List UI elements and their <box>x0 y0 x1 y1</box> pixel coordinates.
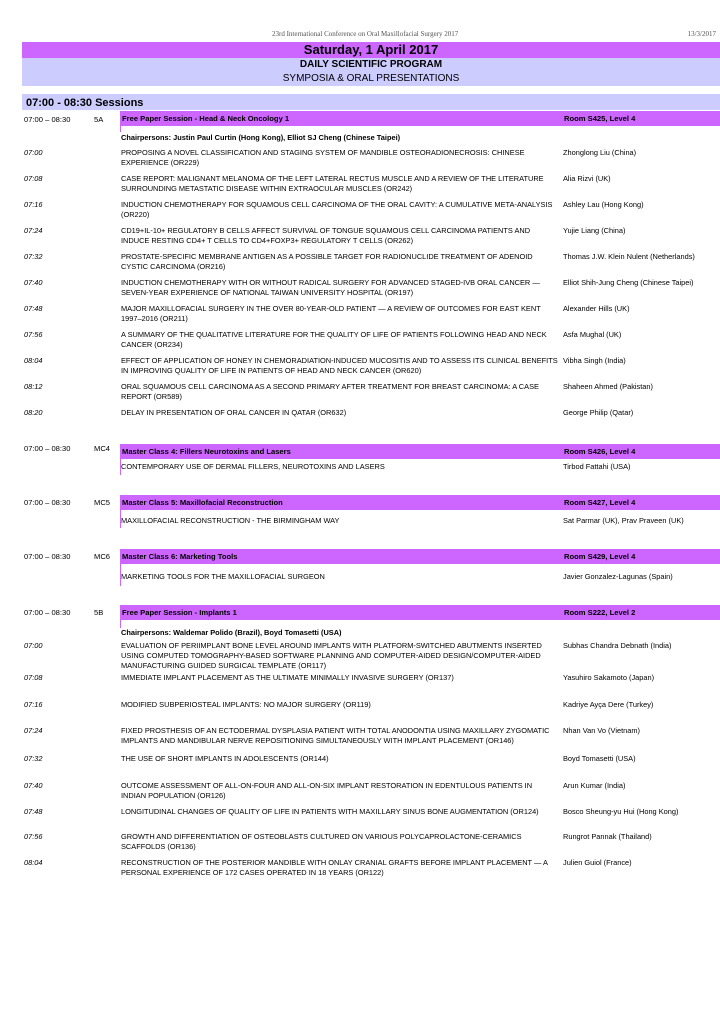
presentation-title: MAXILLOFACIAL RECONSTRUCTION - THE BIRMINGHAM WAY <box>121 516 340 525</box>
presentation-time: 07:40 <box>24 278 43 287</box>
presentation-title: ORAL SQUAMOUS CELL CARCINOMA AS A SECOND PRIMARY AFTER TREATMENT FOR BREAST CARCINOMA: A CASE REPORT (OR589) <box>121 382 539 402</box>
presentation-time: 07:48 <box>24 807 43 816</box>
presentation-time: 07:24 <box>24 226 43 235</box>
presentation-title: RECONSTRUCTION OF THE POSTERIOR MANDIBLE WITH ONLAY CRANIAL GRAFTS BEFORE IMPLANT PLACEMENT — A PERSONAL EXPERIENCE OF 172 CASES OPERATED IN 18 YEARS (OR122) <box>121 858 548 878</box>
presentation-title: CONTEMPORARY USE OF DERMAL FILLERS, NEUROTOXINS AND LASERS <box>121 462 385 471</box>
session-time: 07:00 – 08:30 <box>24 608 71 617</box>
presenter: Rungrot Pannak (Thailand) <box>563 832 652 841</box>
session-title: Master Class 4: Fillers Neurotoxins and Lasers <box>122 447 291 456</box>
presenter: George Philip (Qatar) <box>563 408 634 417</box>
presentation-title: FIXED PROSTHESIS OF AN ECTODERMAL DYSPLASIA PATIENT WITH TOTAL ANODONTIA USING MAXILLARY ZYGOMATIC IMPLANTS AND MANDIBULAR NERVE REPOSITIONING SIMULTANEOUSLY WITH IMPLANT PLACEMENT (OR146) <box>121 726 550 746</box>
presenter: Julien Guiol (France) <box>563 858 632 867</box>
presentation-title: MARKETING TOOLS FOR THE MAXILLOFACIAL SURGEON <box>121 572 325 581</box>
presenter: Shaheen Ahmed (Pakistan) <box>563 382 653 391</box>
presentation-time: 07:00 <box>24 641 43 650</box>
session-title: Free Paper Session - Implants 1 <box>122 608 237 617</box>
presenter: Tirbod Fattahi (USA) <box>563 462 631 471</box>
presenter: Zhonglong Liu (China) <box>563 148 637 157</box>
presentation-time: 08:04 <box>24 858 43 867</box>
presentation-title: A SUMMARY OF THE QUALITATIVE LITERATURE FOR THE QUALITY OF LIFE OF PATIENTS FOLLOWING HEAD AND NECK CANCER (OR234) <box>121 330 547 350</box>
presentation-title: THE USE OF SHORT IMPLANTS IN ADOLESCENTS (OR144) <box>121 754 329 763</box>
presentation-time: 07:32 <box>24 754 43 763</box>
presentation-time: 07:24 <box>24 726 43 735</box>
presentation-title: LONGITUDINAL CHANGES OF QUALITY OF LIFE IN PATIENTS WITH MAXILLARY SINUS BONE AUGMENTATION (OR124) <box>121 807 539 816</box>
session-title-bar <box>120 111 720 126</box>
conference-name: 23rd International Conference on Oral Maxillofacial Surgery 2017 <box>272 30 459 38</box>
slot-heading: 07:00 - 08:30 Sessions <box>22 94 720 110</box>
session-title-bar <box>120 495 720 510</box>
session-chairs: Chairpersons: Waldemar Polido (Brazil), Boyd Tomasetti (USA) <box>121 628 342 637</box>
session-room: Room S427, Level 4 <box>564 498 636 507</box>
presenter: Alexander Hills (UK) <box>563 304 630 313</box>
presentation-time: 07:08 <box>24 174 43 183</box>
presentation-title: MODIFIED SUBPERIOSTEAL IMPLANTS: NO MAJOR SURGERY (OR119) <box>121 700 371 709</box>
session-code: MC6 <box>94 552 111 561</box>
day-title: Saturday, 1 April 2017 <box>22 42 720 58</box>
presentation-time: 07:40 <box>24 781 43 790</box>
presentation-title: PROSTATE-SPECIFIC MEMBRANE ANTIGEN AS A POSSIBLE TARGET FOR RADIONUCLIDE TREATMENT OF ADENOID CYSTIC CARCINOMA (OR216) <box>121 252 533 272</box>
presentation-title: CD19+IL-10+ REGULATORY B CELLS AFFECT SURVIVAL OF TONGUE SQUAMOUS CELL CARCINOMA PATIENTS AND INDUCE RESTING CD4+ T CELLS TO CD4+FOXP3+ REGULATORY T CELLS (OR262) <box>121 226 531 246</box>
presenter: Asfa Mughal (UK) <box>563 330 622 339</box>
presentation-time: 08:20 <box>24 408 43 417</box>
presentation-title: DELAY IN PRESENTATION OF ORAL CANCER IN QATAR (OR632) <box>121 408 347 417</box>
presenter: Kadriye Ayça Dere (Turkey) <box>563 700 654 709</box>
session-room: Room S222, Level 2 <box>564 608 636 617</box>
presenter: Elliot Shih-Jung Cheng (Chinese Taipei) <box>563 278 694 287</box>
session-chairs: Chairpersons: Justin Paul Curtin (Hong Kong), Elliot SJ Cheng (Chinese Taipei) <box>121 133 401 142</box>
program-title: DAILY SCIENTIFIC PROGRAM <box>22 58 720 72</box>
session-divider <box>120 126 121 132</box>
presentation-time: 07:16 <box>24 200 43 209</box>
presenter: Sat Parmar (UK), Prav Praveen (UK) <box>563 516 684 525</box>
presentation-time: 08:12 <box>24 382 43 391</box>
presentation-time: 07:32 <box>24 252 43 261</box>
presentation-title: OUTCOME ASSESSMENT OF ALL-ON-FOUR AND ALL-ON-SIX IMPLANT RESTORATION IN EDENTULOUS PATIENTS IN INDIAN POPULATION (OR126) <box>121 781 533 801</box>
presenter: Subhas Chandra Debnath (India) <box>563 641 672 650</box>
presenter: Javier Gonzalez-Lagunas (Spain) <box>563 572 673 581</box>
session-room: Room S426, Level 4 <box>564 447 636 456</box>
session-title: Free Paper Session - Head & Neck Oncology 1 <box>122 114 290 123</box>
presenter: Vibha Singh (India) <box>563 356 626 365</box>
session-code: 5A <box>94 115 104 124</box>
presentation-title: PROPOSING A NOVEL CLASSIFICATION AND STAGING SYSTEM OF MANDIBLE OSTEORADIONECROSIS: CHINESE EXPERIENCE (OR229) <box>121 148 525 168</box>
session-code: MC4 <box>94 444 111 453</box>
session-code: 5B <box>94 608 104 617</box>
session-time: 07:00 – 08:30 <box>24 498 71 507</box>
presenter: Arun Kumar (India) <box>563 781 626 790</box>
session-time: 07:00 – 08:30 <box>24 115 71 124</box>
presenter: Yujie Liang (China) <box>563 226 626 235</box>
session-title-bar <box>120 444 720 459</box>
presenter: Nhan Van Vo (Vietnam) <box>563 726 640 735</box>
session-title: Master Class 5: Maxillofacial Reconstruction <box>122 498 283 507</box>
presentation-time: 07:56 <box>24 832 43 841</box>
page-date: 13/3/2017 <box>687 30 716 38</box>
presenter: Bosco Sheung-yu Hui (Hong Kong) <box>563 807 679 816</box>
presenter: Boyd Tomasetti (USA) <box>563 754 636 763</box>
session-code: MC5 <box>94 498 111 507</box>
presenter: Yasuhiro Sakamoto (Japan) <box>563 673 655 682</box>
session-time: 07:00 – 08:30 <box>24 444 71 453</box>
session-time: 07:00 – 08:30 <box>24 552 71 561</box>
presentation-title: INDUCTION CHEMOTHERAPY WITH OR WITHOUT RADICAL SURGERY FOR ADVANCED STAGED-IVB ORAL CANCER — SEVEN-YEAR EXPERIENCE OF NATIONAL TAIWAN UNIVERSITY HOSPITAL (OR197) <box>121 278 540 298</box>
presentation-title: CASE REPORT: MALIGNANT MELANOMA OF THE LEFT LATERAL RECTUS MUSCLE AND A REVIEW OF THE LITERATURE SURROUNDING METASTATIC DISEASE WITHIN EXTRAOCULAR MUSCLES (OR242) <box>121 174 544 194</box>
presentation-time: 07:08 <box>24 673 43 682</box>
program-subtitle: SYMPOSIA & ORAL PRESENTATIONS <box>22 72 720 86</box>
presentation-time: 07:00 <box>24 148 43 157</box>
presenter: Ashley Lau (Hong Kong) <box>563 200 644 209</box>
presentation-title: GROWTH AND DIFFERENTIATION OF OSTEOBLASTS CULTURED ON VARIOUS POLYCAPROLACTONE-CERAMICS SCAFFOLDS (OR136) <box>121 832 522 852</box>
session-room: Room S429, Level 4 <box>564 552 636 561</box>
presentation-time: 07:16 <box>24 700 43 709</box>
presentation-title: IMMEDIATE IMPLANT PLACEMENT AS THE ULTIMATE MINIMALLY INVASIVE SURGERY (OR137) <box>121 673 454 682</box>
presentation-time: 07:56 <box>24 330 43 339</box>
presentation-title: MAJOR MAXILLOFACIAL SURGERY IN THE OVER 80-YEAR-OLD PATIENT — A REVIEW OF OUTCOMES FOR EAST KENT 1997–2016 (OR211) <box>121 304 541 324</box>
presenter: Alia Rizvi (UK) <box>563 174 611 183</box>
presentation-title: EVALUATION OF PERIIMPLANT BONE LEVEL AROUND IMPLANTS WITH PLATFORM-SWITCHED ABUTMENTS INSERTED USING COMPUTED TOMOGRAPHY-BASED SOFTWARE PLANNING AND COMPUTER-AIDED DESIGN/COMPUTER-AIDED MANUFACTURING GUIDED SURGICAL TEMPLATE (OR117) <box>121 641 542 671</box>
session-room: Room S425, Level 4 <box>564 114 636 123</box>
presenter: Thomas J.W. Klein Nulent (Netherlands) <box>563 252 695 261</box>
session-title: Master Class 6: Marketing Tools <box>122 552 238 561</box>
session-title-bar <box>120 549 720 564</box>
session-divider <box>120 620 121 628</box>
presentation-title: EFFECT OF APPLICATION OF HONEY IN CHEMORADIATION-INDUCED MUCOSITIS AND TO ASSESS ITS CLINICAL BENEFITS IN IMPROVING QUALITY OF LIFE IN PATIENTS OF HEAD AND NECK CANCER (OR620) <box>121 356 558 376</box>
presentation-time: 08:04 <box>24 356 43 365</box>
session-title-bar <box>120 605 720 620</box>
presentation-time: 07:48 <box>24 304 43 313</box>
presentation-title: INDUCTION CHEMOTHERAPY FOR SQUAMOUS CELL CARCINOMA OF THE ORAL CAVITY: A CUMULATIVE META-ANALYSIS (OR220) <box>121 200 553 220</box>
